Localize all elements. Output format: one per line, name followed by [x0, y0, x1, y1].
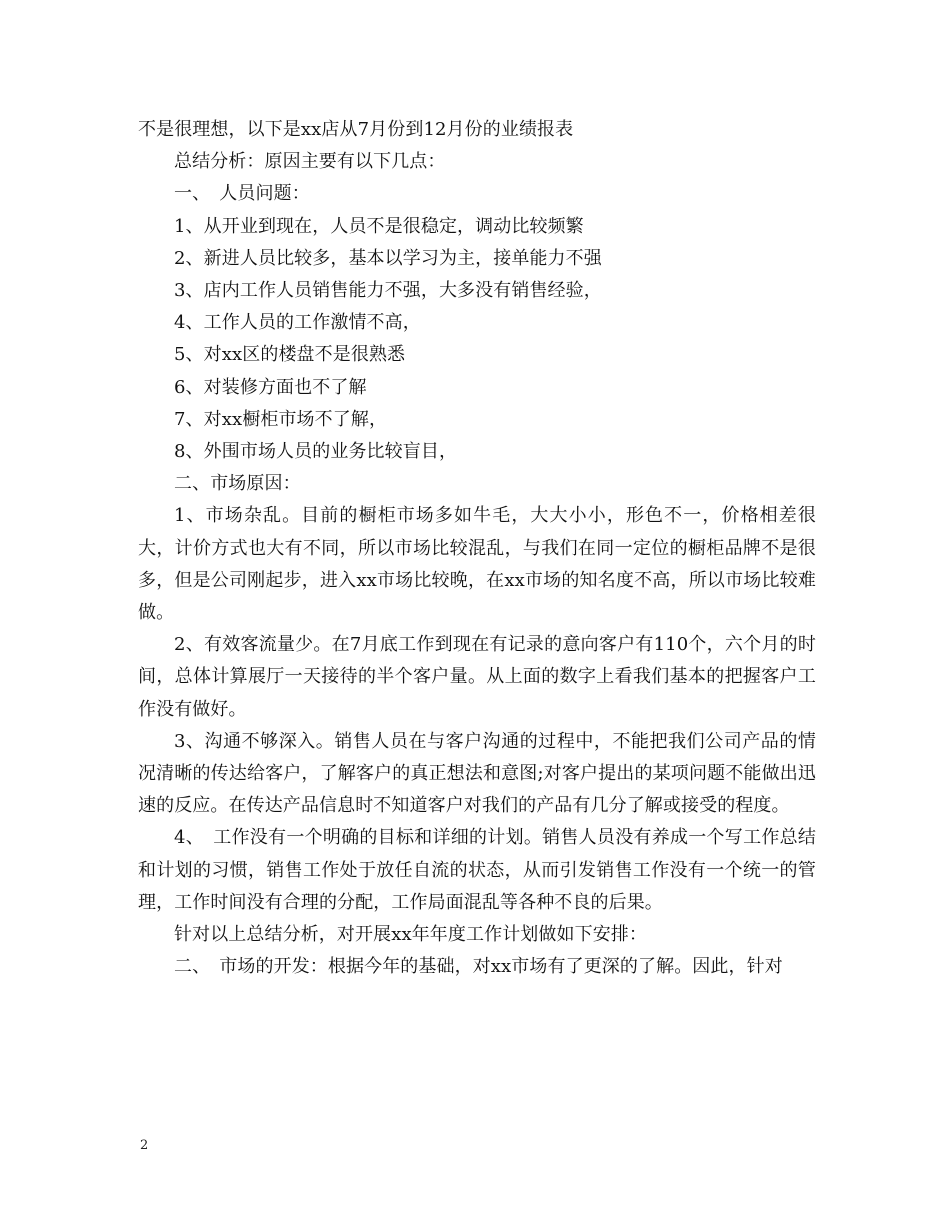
list-item: 3、店内工作人员销售能力不强，大多没有销售经验， — [174, 280, 602, 302]
list-item: 6、对装修方面也不了解 — [174, 376, 367, 398]
list-item: 4、工作人员的工作激情不高， — [174, 312, 421, 334]
document-body — [138, 114, 816, 983]
paragraph: 1、市场杂乱。目前的橱柜市场多如牛毛，大大小小，形色不一，价格相差很大，计价方式也大有不同，所以市场比较混乱，与我们在同一定位的橱柜品牌不是很多，但是公司刚起步，进入xx市场比较晚，在xx市场的知名度不高，所以市场比较难做。 — [138, 505, 816, 624]
section-heading: 一、 人员问题： — [174, 183, 310, 205]
paragraph: 3、沟通不够深入。销售人员在与客户沟通的过程中，不能把我们公司产品的情况清晰的传达给客户，了解客户的真正想法和意图;对客户提出的某项问题不能做出迅速的反应。在传达产品信息时不知道客户对我们的产品有几分了解或接受的程度。 — [138, 730, 816, 817]
paragraph: 总结分析：原因主要有以下几点： — [174, 151, 446, 173]
paragraph: 不是很理想，以下是xx店从7月份到12月份的业绩报表 — [138, 119, 574, 140]
paragraph: 4、 工作没有一个明确的目标和详细的计划。销售人员没有养成一个写工作总结和计划的习惯，销售工作处于放任自流的状态，从而引发销售工作没有一个统一的管理，工作时间没有合理的分配，工作局面混乱等各种不良的后果。 — [138, 827, 816, 913]
paragraph: 针对以上总结分析，对开展xx年年度工作计划做如下安排： — [174, 924, 647, 946]
list-item: 7、对xx橱柜市场不了解， — [174, 408, 388, 430]
section-heading: 二、市场原因： — [174, 473, 301, 495]
list-item: 2、新进人员比较多，基本以学习为主，接单能力不强 — [174, 247, 602, 269]
page-number: 2 — [140, 1138, 149, 1153]
list-item: 8、外围市场人员的业务比较盲目， — [174, 441, 458, 463]
paragraph: 2、有效客流量少。在7月底工作到现在有记录的意向客户有110个，六个月的时间，总体计算展厅一天接待的半个客户量。从上面的数字上看我们基本的把握客户工作没有做好。 — [138, 634, 816, 720]
list-item: 1、从开业到现在，人员不是很稳定，调动比较频繁 — [174, 215, 584, 237]
list-item: 5、对xx区的楼盘不是很熟悉 — [174, 344, 406, 366]
section-heading: 二、 市场的开发：根据今年的基础，对xx市场有了更深的了解。因此，针对 — [174, 956, 783, 978]
